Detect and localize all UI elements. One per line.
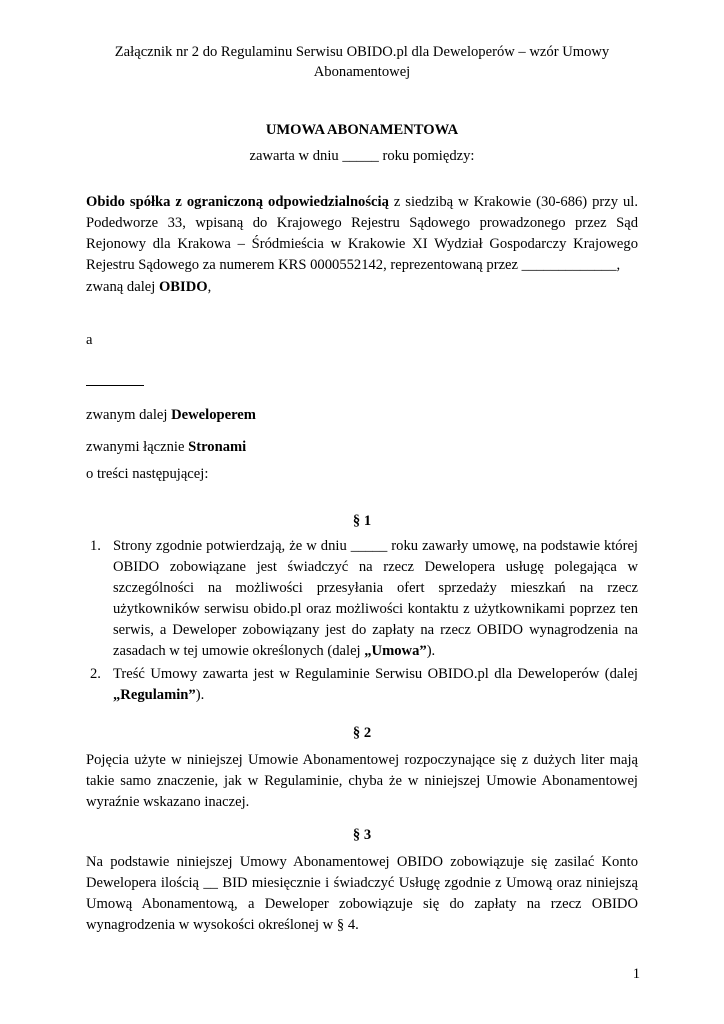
party2-name-blank xyxy=(86,385,144,386)
content-intro: o treści następującej: xyxy=(86,466,209,482)
party1-called-name: OBIDO xyxy=(158,279,208,295)
item-2-bold: „Regulamin” xyxy=(113,687,196,703)
page-header: Załącznik nr 2 do Regulaminu Serwisu OBIDO.pl dla Deweloperów – wzór Umowy Abonamentowej xyxy=(114,44,610,80)
item-1-text xyxy=(113,536,638,662)
jointly-called xyxy=(86,437,638,458)
item-1-number: 1. xyxy=(90,538,101,554)
section-1-heading: § 1 xyxy=(352,513,372,529)
item-2-body: Treść Umowy zawarta jest w Regulaminie Serwisu OBIDO.pl dla Deweloperów (dalej xyxy=(113,666,638,682)
party1-details: z siedzibą w Krakowie (30-686) przy ul. Podedworze 33, wpisaną do Krajowego Rejestru Sądowego prowadzonego przez Sąd Rejonowy dla Krakowa – Śródmieścia w Krakowie XI Wydział Gospodarczy Krajowego Rejestru Sądowego za numerem KRS 0000552142, reprezentowaną przez _____________, xyxy=(86,194,639,273)
party2-called-prefix: zwanym dalej xyxy=(86,407,172,423)
party2-called-name: Deweloperem xyxy=(171,407,256,423)
section-3-heading: § 3 xyxy=(352,827,372,843)
jointly-prefix: zwanymi łącznie xyxy=(86,439,189,455)
section-3-text: Na podstawie niniejszej Umowy Abonamentowej OBIDO zobowiązuje się zasilać Konto Dewelopera ilością __ BID miesięcznie i świadczyć Usługę zgodnie z Umową oraz niniejszą Umową Abonamentową, a Deweloper zobowiązuje się do zapłaty na rzecz OBIDO wynagrodzenia w wysokości określonej w § 4. xyxy=(86,854,638,933)
party1-called-prefix: zwaną dalej xyxy=(86,279,159,295)
section-1-item-2 xyxy=(86,664,638,706)
party1-called xyxy=(86,277,638,298)
document-subtitle: zawarta w dniu _____ roku pomiędzy: xyxy=(249,148,475,164)
jointly-name: Stronami xyxy=(188,439,247,455)
item-2-end: ). xyxy=(195,687,205,703)
section-2-text: Pojęcia użyte w niniejszej Umowie Abonamentowej rozpoczynające się z dużych liter mają takie samo znaczenie, jak w Regulaminie, chyba że w niniejszej Umowie Abonamentowej wyraźnie wskazano inaczej. xyxy=(86,752,638,810)
party2-called xyxy=(86,405,638,426)
item-2-text xyxy=(113,664,638,706)
item-1-bold: „Umowa” xyxy=(364,643,427,659)
section-1-item-1 xyxy=(86,536,638,662)
item-1-body: Strony zgodnie potwierdzają, że w dniu _____ roku zawarły umowę, na podstawie której OBIDO zobowiązane jest świadczyć na rzecz Dewelopera usługę polegająca w szczególności na możliwości przesyłania ofert sprzedaży mieszkań na rzecz użytkowników serwisu obido.pl oraz możliwości kontaktu z użytkownikami poprzez ten serwis, a Deweloper zobowiązany jest do zapłaty na rzecz OBIDO wynagrodzenia na zasadach w tej umowie określonych (dalej xyxy=(113,538,638,659)
item-2-number: 2. xyxy=(90,666,101,682)
section-2-heading: § 2 xyxy=(352,725,372,741)
party1-called-suffix: , xyxy=(207,279,212,295)
party1-name: Obido spółka z ograniczoną odpowiedzialnością xyxy=(86,194,389,210)
party1-paragraph xyxy=(86,192,638,276)
document-title: UMOWA ABONAMENTOWA xyxy=(265,122,459,138)
item-1-end: ). xyxy=(426,643,436,659)
page-number: 1 xyxy=(632,966,640,982)
and-text: a xyxy=(86,332,93,348)
